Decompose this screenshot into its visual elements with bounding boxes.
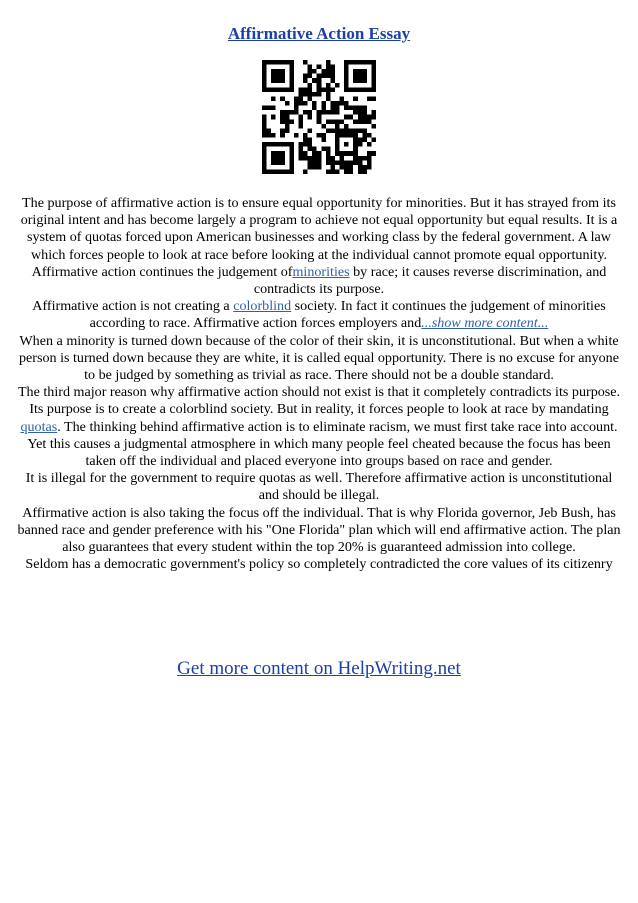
paragraph-3: When a minority is turned down because of the color of their skin, it is unconstitutional. But when a white person is turned down because they are white, it is called equal opportunity. There is no excuse for anyone to be judged by something as trivial as race. There should not be a double standard. (19, 332, 619, 384)
cta-link[interactable]: Get more content on HelpWriting.net (177, 658, 461, 679)
link-colorblind[interactable]: colorblind (233, 298, 292, 315)
paragraph-4 (14, 384, 624, 470)
paragraph-7: Seldom has a democratic government's policy so completely contradicted the core values of its citizenry (25, 556, 613, 573)
paragraph-1 (14, 195, 624, 298)
show-more-link[interactable]: ...show more content... (421, 315, 549, 332)
qr-code-icon (262, 60, 376, 174)
essay-body (14, 195, 624, 573)
link-minorities[interactable]: minorities (292, 263, 350, 280)
paragraph-2-text-a: Affirmative action is not creating a (32, 298, 234, 315)
paragraph-2-text-b: society. In fact it continues the judgement of minorities according to race. Affirmative action forces employers and (89, 298, 606, 332)
paragraph-4-text-a: The third major reason why affirmative action should not exist is that it completely contradicts its purpose. Its purpose is to create a colorblind society. But in reality, it forces people to look at race by mandating (17, 384, 621, 418)
paragraph-1-text-b: by race; it causes reverse discrimination, and contradicts its purpose. (253, 263, 607, 298)
paragraph-2 (14, 298, 624, 332)
paragraph-1-text-a: The purpose of affirmative action is to ensure equal opportunity for minorities. But it has strayed from its original intent and has become largely a program to achieve not equal opportunity but equal results. It is a system of quotas forced upon American businesses and working class by the federal government. A law which forces people to look at race before looking at the individual cannot promote equal opportunity. Affirmative action continues the judgement of (20, 195, 618, 280)
paragraph-4-text-b: . The thinking behind affirmative action is to eliminate racism, we must first take race into account. Yet this causes a judgmental atmosphere in which many people feel cheated because the focus has been taken off the individual and placed everyone into groups based on race and gender. (27, 418, 618, 470)
paragraph-5: It is illegal for the government to require quotas as well. Therefore affirmative action is unconstitutional and should be illegal. (25, 470, 613, 504)
paragraph-6: Affirmative action is also taking the focus off the individual. That is why Florida governor, Jeb Bush, has banned race and gender preference with his "One Florida" plan which will end affirmative action. The plan also guarantees that every student within the top 20% is guaranteed admission into college. (17, 504, 621, 556)
link-quotas[interactable]: quotas (20, 418, 58, 435)
document-title[interactable]: Affirmative Action Essay (227, 24, 411, 43)
